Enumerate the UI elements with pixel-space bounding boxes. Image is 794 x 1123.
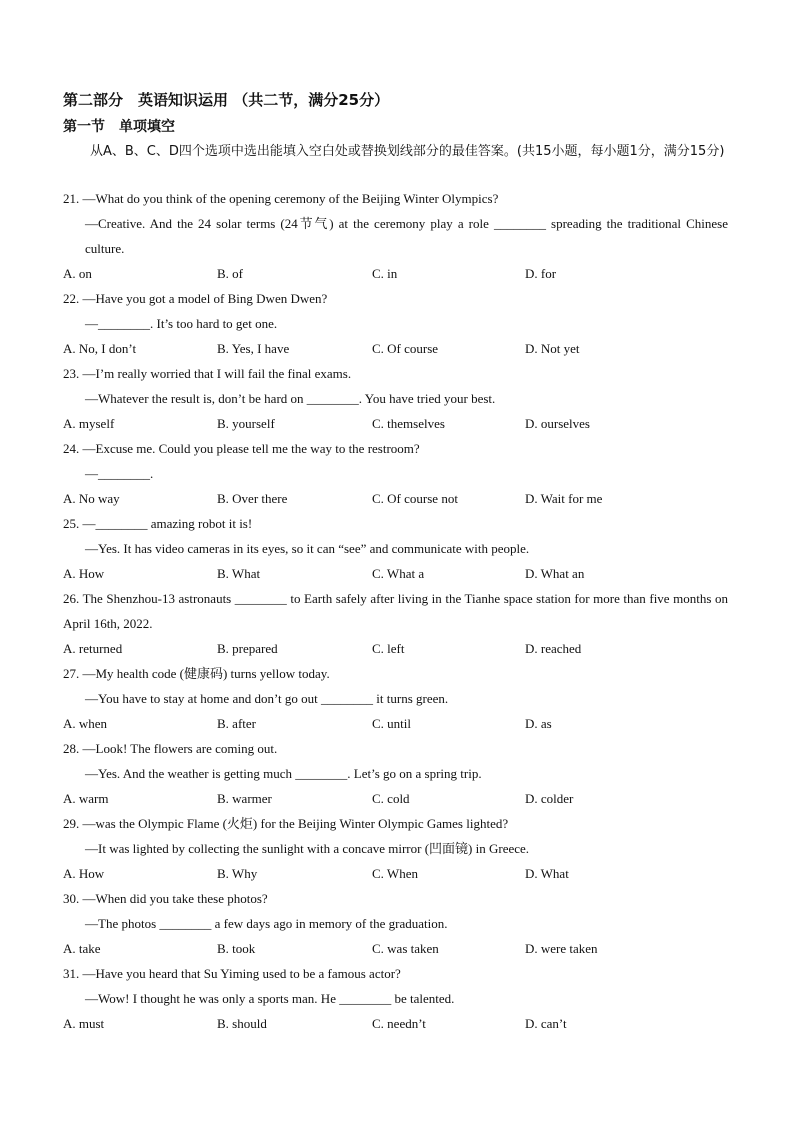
options-row — [63, 336, 728, 361]
option-c: C. was taken — [372, 941, 439, 956]
instructions: 从A、B、C、D四个选项中选出能填入空白处或替换划线部分的最佳答案。(共15小题，每小题1分，满分15分) — [90, 144, 725, 159]
question-stem: 25. —________ amazing robot it is! — [63, 516, 253, 531]
question-stem: 31. —Have you heard that Su Yiming used to be a famous actor? — [63, 966, 401, 981]
option-b: B. after — [217, 716, 256, 731]
options-row — [63, 786, 728, 811]
question-item — [63, 361, 728, 436]
option-a: A. How — [63, 566, 105, 581]
option-b: B. What — [217, 566, 261, 581]
question-reply: —________. It’s too hard to get one. — [85, 316, 278, 331]
option-a: A. returned — [63, 641, 123, 656]
option-b: B. yourself — [217, 416, 275, 431]
question-stem: 23. —I’m really worried that I will fail the final exams. — [63, 366, 352, 381]
option-c: C. themselves — [372, 416, 445, 431]
option-c: C. left — [372, 641, 405, 656]
options-row — [63, 636, 728, 661]
question-reply: —It was lighted by collecting the sunlight with a concave mirror (凹面镜) in Greece. — [85, 841, 530, 856]
option-c: C. until — [372, 716, 412, 731]
question-reply: —Creative. And the 24 solar terms (24节气) at the ceremony play a role ________ spreading the traditional Chinese culture. — [85, 216, 728, 256]
option-d: D. What an — [525, 566, 585, 581]
option-b: B. of — [217, 266, 243, 281]
option-d: D. What — [525, 866, 569, 881]
option-d: D. Not yet — [525, 341, 580, 356]
options-row — [63, 411, 728, 436]
part-title: 第二部分 英语知识运用 （共二节，满分25分） — [63, 91, 390, 109]
question-stem: 26. The Shenzhou-13 astronauts ________ to Earth safely after living in the Tianhe space station for more than five months on April 16th, 2022. — [63, 591, 728, 631]
option-a: A. How — [63, 866, 105, 881]
question-stem: 24. —Excuse me. Could you please tell me the way to the restroom? — [63, 441, 420, 456]
options-row — [63, 261, 728, 286]
option-c: C. Of course not — [372, 491, 458, 506]
question-reply: —Whatever the result is, don’t be hard on ________. You have tried your best. — [85, 391, 496, 406]
option-a: A. warm — [63, 791, 109, 806]
question-stem: 29. —was the Olympic Flame (火炬) for the Beijing Winter Olympic Games lighted? — [63, 816, 509, 831]
question-item — [63, 811, 728, 886]
question-item — [63, 436, 728, 511]
options-row — [63, 1011, 728, 1036]
question-stem: 28. —Look! The flowers are coming out. — [63, 741, 278, 756]
option-b: B. Yes, I have — [217, 341, 290, 356]
question-reply: —You have to stay at home and don’t go out ________ it turns green. — [85, 691, 449, 706]
option-c: C. cold — [372, 791, 410, 806]
options-row — [63, 561, 728, 586]
option-c: C. needn’t — [372, 1016, 426, 1031]
option-a: A. No way — [63, 491, 120, 506]
question-item — [63, 661, 728, 736]
option-b: B. Why — [217, 866, 258, 881]
question-reply: —The photos ________ a few days ago in memory of the graduation. — [85, 916, 448, 931]
option-c: C. Of course — [372, 341, 439, 356]
question-reply: —Yes. And the weather is getting much ________. Let’s go on a spring trip. — [85, 766, 482, 781]
option-d: D. can’t — [525, 1016, 567, 1031]
options-row — [63, 486, 728, 511]
option-c: C. What a — [372, 566, 425, 581]
option-b: B. took — [217, 941, 256, 956]
option-c: C. When — [372, 866, 418, 881]
question-item — [63, 736, 728, 811]
option-b: B. Over there — [217, 491, 288, 506]
question-item — [63, 186, 728, 286]
question-list — [63, 186, 728, 1036]
option-c: C. in — [372, 266, 398, 281]
option-b: B. warmer — [217, 791, 272, 806]
question-stem: 22. —Have you got a model of Bing Dwen Dwen? — [63, 291, 328, 306]
question-reply: —________. — [85, 466, 154, 481]
option-d: D. were taken — [525, 941, 598, 956]
option-a: A. take — [63, 941, 101, 956]
option-a: A. must — [63, 1016, 105, 1031]
question-item — [63, 886, 728, 961]
option-d: D. as — [525, 716, 552, 731]
option-b: B. prepared — [217, 641, 278, 656]
option-a: A. when — [63, 716, 108, 731]
question-reply: —Yes. It has video cameras in its eyes, so it can “see” and communicate with people. — [85, 541, 530, 556]
option-b: B. should — [217, 1016, 267, 1031]
question-item — [63, 286, 728, 361]
option-d: D. ourselves — [525, 416, 590, 431]
options-row — [63, 861, 728, 886]
question-stem: 27. —My health code (健康码) turns yellow today. — [63, 666, 330, 681]
question-item — [63, 961, 728, 1036]
options-row — [63, 711, 728, 736]
question-item — [63, 511, 728, 586]
option-d: D. Wait for me — [525, 491, 603, 506]
section-title: 第一节 单项填空 — [63, 119, 175, 135]
option-d: D. reached — [525, 641, 582, 656]
question-item — [63, 586, 728, 661]
question-reply: —Wow! I thought he was only a sports man. He ________ be talented. — [85, 991, 455, 1006]
option-a: A. No, I don’t — [63, 341, 137, 356]
question-stem: 30. —When did you take these photos? — [63, 891, 268, 906]
option-a: A. on — [63, 266, 92, 281]
question-stem: 21. —What do you think of the opening ceremony of the Beijing Winter Olympics? — [63, 191, 499, 206]
option-d: D. colder — [525, 791, 574, 806]
option-a: A. myself — [63, 416, 115, 431]
options-row — [63, 936, 728, 961]
option-d: D. for — [525, 266, 557, 281]
